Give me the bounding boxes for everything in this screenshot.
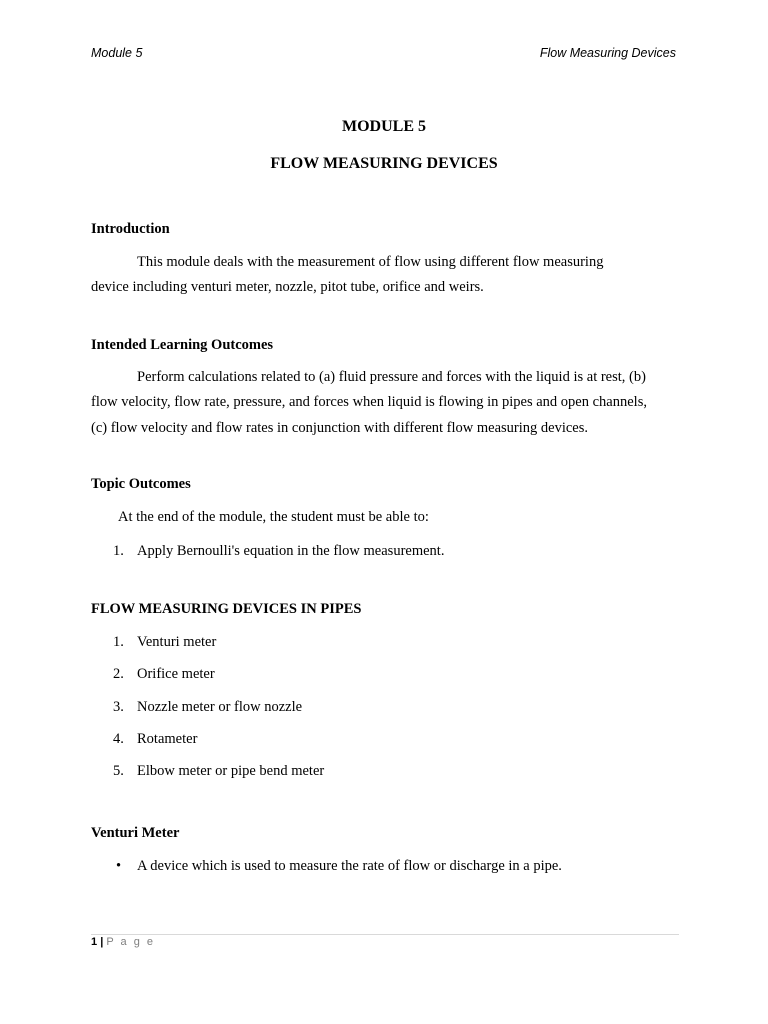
list-item-number: 1. bbox=[113, 543, 124, 559]
list-item-text: Elbow meter or pipe bend meter bbox=[137, 763, 325, 779]
introduction-text-line2: device including venturi meter, nozzle, pitot tube, orifice and weirs. bbox=[91, 279, 484, 295]
introduction-heading: Introduction bbox=[91, 221, 170, 237]
list-item-number: 4. bbox=[113, 731, 124, 747]
list-item-text: Nozzle meter or flow nozzle bbox=[137, 699, 303, 715]
topic-outcomes-heading: Topic Outcomes bbox=[91, 476, 191, 492]
ilo-text-line3: (c) flow velocity and flow rates in conjunction with different flow measuring devices. bbox=[91, 420, 589, 436]
venturi-definition: A device which is used to measure the rate of flow or discharge in a pipe. bbox=[137, 858, 562, 874]
running-header-right: Flow Measuring Devices bbox=[539, 46, 676, 60]
ilo-heading: Intended Learning Outcomes bbox=[91, 337, 274, 353]
footer-divider bbox=[91, 934, 679, 935]
running-header-left: Module 5 bbox=[91, 46, 143, 60]
bullet-icon: • bbox=[116, 858, 122, 874]
devices-heading: FLOW MEASURING DEVICES IN PIPES bbox=[91, 601, 362, 617]
list-item-number: 2. bbox=[113, 666, 124, 682]
module-subtitle: FLOW MEASURING DEVICES bbox=[270, 155, 498, 172]
list-item-number: 5. bbox=[113, 763, 124, 779]
list-item-text: Apply Bernoulli's equation in the flow measurement. bbox=[137, 543, 445, 559]
list-item-text: Venturi meter bbox=[137, 634, 217, 650]
page-label: P a g e bbox=[106, 936, 155, 948]
introduction-text-line1: This module deals with the measurement of flow using different flow measuring bbox=[137, 254, 604, 270]
venturi-heading: Venturi Meter bbox=[91, 825, 180, 841]
list-item-text: Rotameter bbox=[137, 731, 198, 747]
module-title: MODULE 5 bbox=[342, 118, 426, 135]
page-footer bbox=[91, 936, 155, 948]
ilo-text-line2: flow velocity, flow rate, pressure, and forces when liquid is flowing in pipes and open channels, bbox=[91, 394, 647, 410]
list-item-number: 3. bbox=[113, 699, 124, 715]
list-item-number: 1. bbox=[113, 634, 124, 650]
page-number: 1 bbox=[91, 936, 98, 948]
list-item-text: Orifice meter bbox=[137, 666, 215, 682]
topic-outcomes-intro: At the end of the module, the student must be able to: bbox=[118, 509, 429, 525]
footer-separator: | bbox=[100, 936, 104, 948]
ilo-text-line1: Perform calculations related to (a) fluid pressure and forces with the liquid is at rest, (b) bbox=[137, 369, 646, 385]
